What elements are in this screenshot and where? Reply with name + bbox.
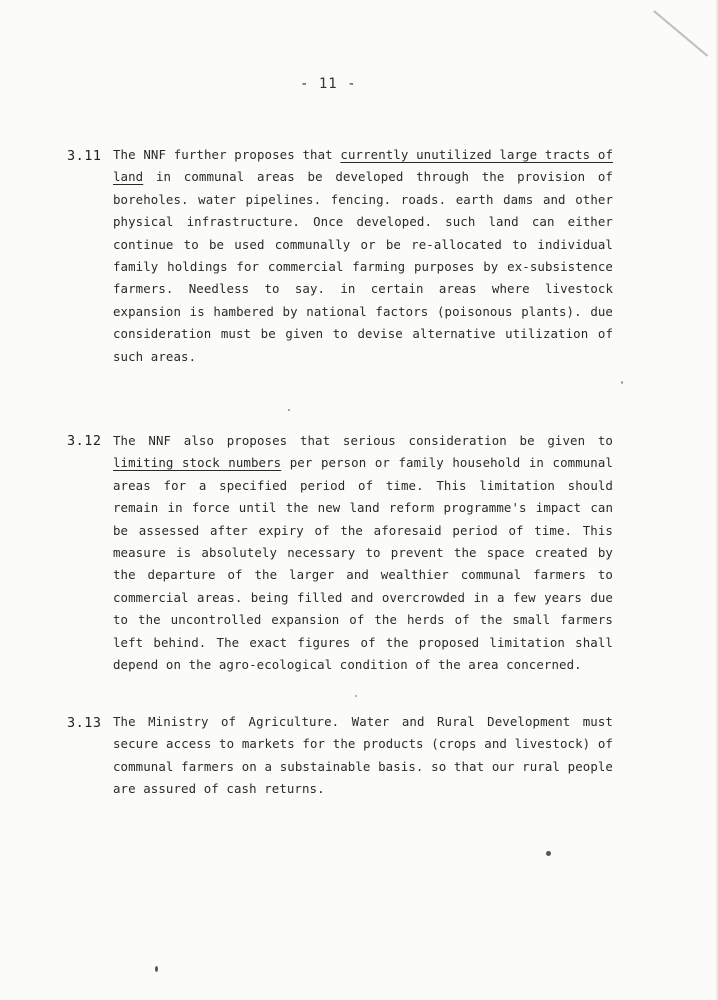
underlined-phrase: land (113, 169, 144, 185)
paragraph-number: 3.11 (67, 148, 102, 164)
line-text: physical infrastructure. Once developed. such land can either (113, 214, 613, 230)
scan-speck (546, 851, 551, 856)
page-number: - 11 - (300, 76, 357, 92)
line-text: communal farmers on a substainable basis. so that our rural people (113, 758, 613, 774)
underlined-phrase: currently unutilized large tracts of (340, 147, 614, 162)
text-line (113, 234, 613, 256)
text-line (113, 144, 613, 166)
line-text: areas for a specified period of time. This limitation should (113, 477, 613, 493)
scan-corner-mark (654, 10, 709, 56)
line-text: be assessed after expiry of the aforesaid period of time. This (113, 522, 613, 538)
line-text: in communal areas be developed through the provision of (143, 169, 613, 185)
text-line (113, 256, 613, 278)
paragraph-3-13 (113, 711, 613, 801)
line-text: depend on the agro-ecological condition of the area concerned. (113, 657, 582, 673)
text-line (113, 520, 613, 542)
line-text: secure access to markets for the products (crops and livestock) of (113, 736, 613, 752)
text-line (113, 632, 613, 654)
line-text: such areas. (113, 348, 197, 364)
scan-speck (621, 381, 623, 384)
paragraph-3-11 (113, 144, 613, 368)
scan-speck (355, 695, 357, 697)
scan-speck (288, 409, 290, 411)
text-line (113, 497, 613, 519)
text-line (113, 211, 613, 233)
paragraph-3-12 (113, 430, 613, 676)
text-line (113, 452, 613, 474)
text-line (113, 733, 613, 755)
text-line (113, 756, 613, 778)
underlined-phrase: limiting stock numbers (113, 455, 282, 471)
line-text: left behind. The exact figures of the proposed limitation shall (113, 634, 613, 650)
paragraph-number: 3.13 (67, 715, 102, 731)
text-line (113, 654, 613, 676)
text-line (113, 301, 613, 323)
line-text: consideration must be given to devise alternative utilization of (113, 326, 613, 342)
text-line (113, 430, 613, 452)
line-text: expansion is hambered by national factors (poisonous plants). due (113, 303, 613, 319)
paragraph-number: 3.12 (67, 433, 102, 449)
line-text: The Ministry of Agriculture. Water and Rural Development must (113, 714, 613, 729)
text-line (113, 564, 613, 586)
line-text: family holdings for commercial farming purposes by ex-subsistence (113, 259, 613, 275)
text-line (113, 166, 613, 188)
text-line (113, 778, 613, 800)
line-text: farmers. Needless to say. in certain areas where livestock (113, 281, 613, 297)
text-line (113, 189, 613, 211)
text-line (113, 711, 613, 733)
text-line (113, 475, 613, 497)
line-text: The NNF further proposes that (113, 147, 341, 162)
line-text: The NNF also proposes that serious consideration be given to (113, 433, 613, 448)
line-text: measure is absolutely necessary to prevent the space created by (113, 545, 613, 561)
line-text: per person or family household in communal (281, 455, 613, 471)
text-line (113, 278, 613, 300)
line-text: are assured of cash returns. (113, 781, 325, 797)
line-text: boreholes. water pipelines. fencing. roads. earth dams and other (113, 191, 613, 207)
text-line (113, 323, 613, 345)
text-line (113, 609, 613, 631)
scan-speck (155, 966, 158, 972)
line-text: commercial areas. being filled and overcrowded in a few years due (113, 589, 613, 605)
text-line (113, 346, 613, 368)
text-line (113, 542, 613, 564)
line-text: remain in force until the new land reform programme's impact can (113, 500, 613, 516)
line-text: the departure of the larger and wealthier communal farmers to (113, 567, 613, 583)
text-line (113, 587, 613, 609)
line-text: to the uncontrolled expansion of the herds of the small farmers (113, 612, 613, 628)
line-text: continue to be used communally or be re-allocated to individual (113, 236, 613, 252)
